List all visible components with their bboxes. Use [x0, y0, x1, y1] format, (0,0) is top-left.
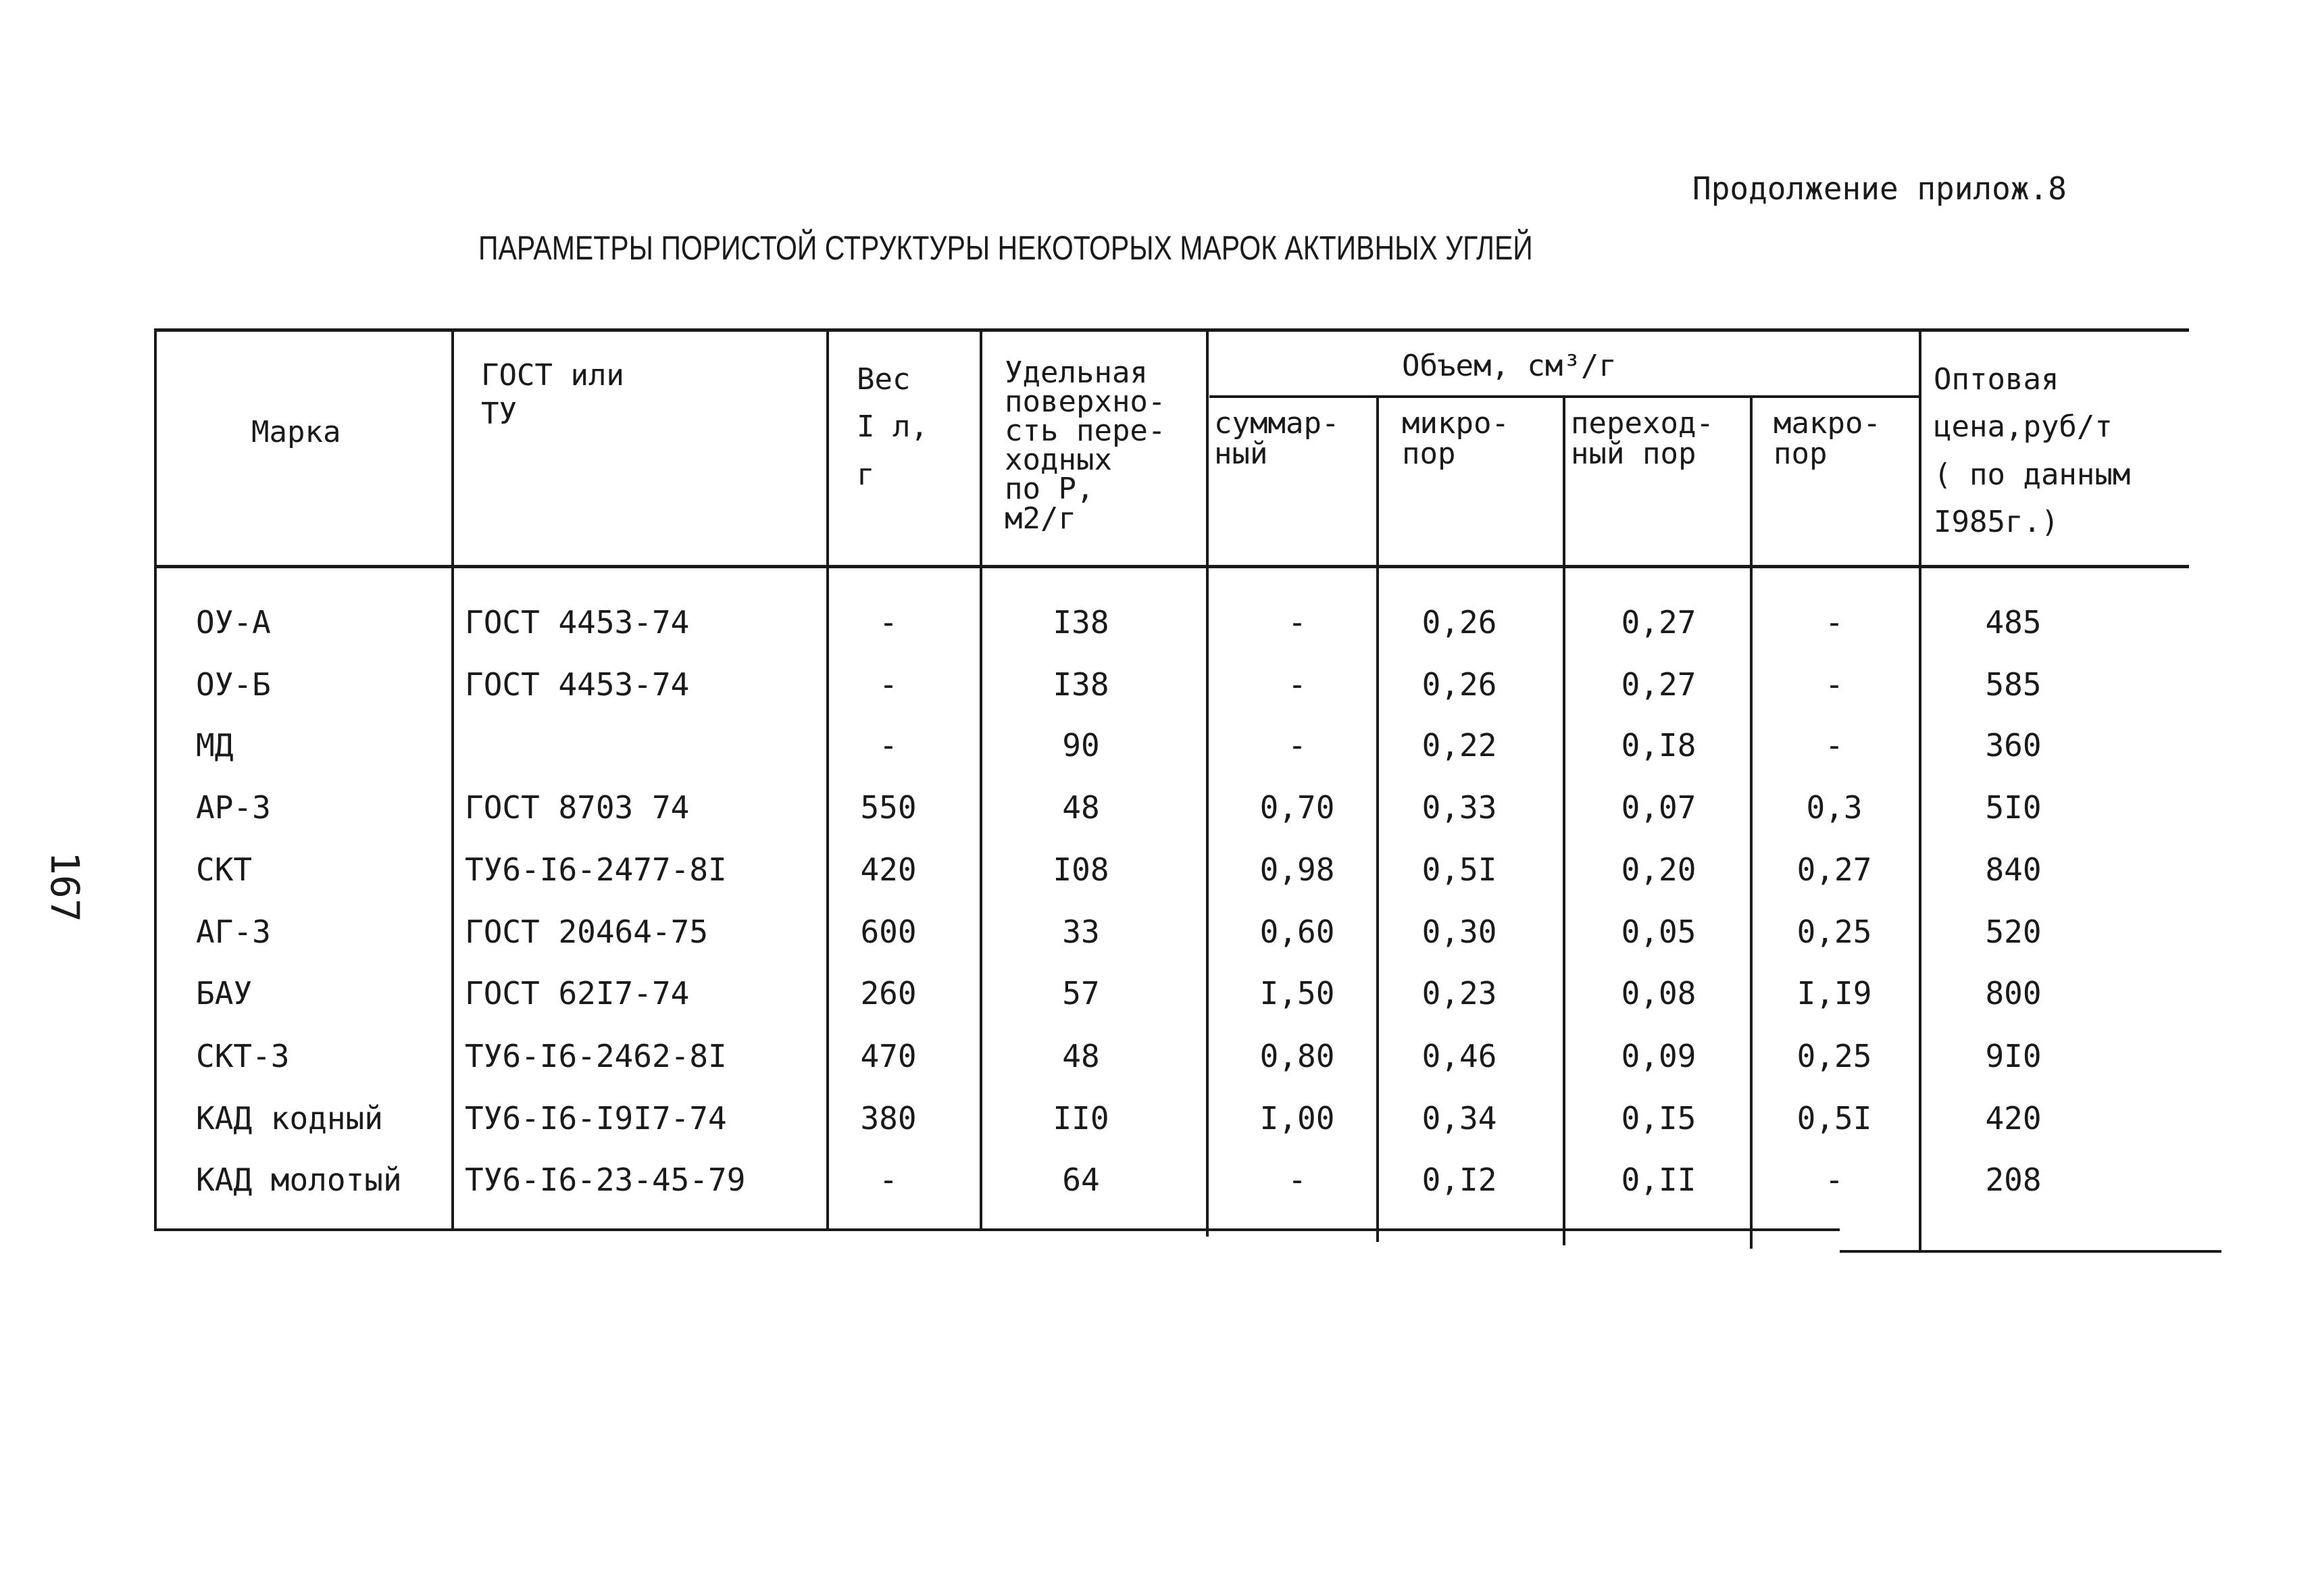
cell-ves: -	[879, 727, 898, 764]
cell-surface: 64	[1062, 1162, 1100, 1198]
cell-macro: 0,25	[1796, 1038, 1872, 1074]
header-marka: Марка	[251, 415, 341, 449]
cell-surface: 48	[1062, 789, 1100, 826]
cell-marka: ОУ-А	[196, 604, 271, 641]
cell-ves: 600	[860, 914, 917, 950]
cell-summary: -	[1288, 604, 1307, 641]
cell-micro: 0,26	[1422, 666, 1497, 703]
cell-marka: АГ-3	[196, 914, 271, 950]
cell-transitional: 0,27	[1621, 666, 1696, 703]
cell-summary: 0,80	[1259, 1038, 1335, 1074]
col-divider-macro	[1750, 397, 1753, 1249]
cell-summary: -	[1288, 727, 1307, 764]
cell-price: 485	[1985, 604, 2042, 641]
cell-gost: ТУ6-I6-I9I7-74	[465, 1100, 727, 1137]
header-surface: Удельная поверхно- сть пере- ходных по Р, м2/г	[1005, 355, 1166, 536]
cell-macro: I,I9	[1796, 975, 1872, 1012]
page-number: 167	[42, 851, 88, 922]
cell-micro: 0,5I	[1422, 851, 1497, 888]
cell-marka: ОУ-Б	[196, 666, 271, 703]
cell-micro: 0,46	[1422, 1038, 1497, 1074]
cell-ves: -	[879, 604, 898, 641]
cell-transitional: 0,27	[1621, 604, 1696, 641]
cell-transitional: 0,09	[1621, 1038, 1696, 1074]
cell-gost: ГОСТ 4453-74	[465, 666, 690, 703]
cell-gost: ГОСТ 20464-75	[465, 914, 709, 950]
col-divider-ves	[826, 331, 829, 1230]
cell-marka: СКТ-3	[196, 1038, 290, 1074]
col-divider-left	[154, 331, 157, 1230]
cell-macro: -	[1825, 666, 1844, 703]
cell-gost: ГОСТ 62I7-74	[465, 975, 690, 1012]
table-bottom-rule-extension	[1840, 1250, 2221, 1253]
cell-marka: КАД кодный	[196, 1100, 383, 1137]
col-divider-price	[1919, 331, 1921, 1250]
cell-surface: 57	[1062, 975, 1100, 1012]
cell-surface: I38	[1053, 666, 1109, 703]
cell-price: 420	[1985, 1100, 2042, 1137]
cell-marka: МД	[196, 727, 234, 764]
cell-transitional: 0,I8	[1621, 727, 1696, 764]
cell-gost: ГОСТ 4453-74	[465, 604, 690, 641]
header-bottom-rule	[154, 565, 2189, 568]
cell-ves: 550	[860, 789, 917, 826]
header-ves: Вес I л, г	[857, 362, 928, 492]
cell-micro: 0,26	[1422, 604, 1497, 641]
cell-ves: -	[879, 666, 898, 703]
cell-gost: ТУ6-I6-2477-8I	[465, 851, 727, 888]
table-top-rule	[154, 328, 2189, 332]
cell-transitional: 0,05	[1621, 914, 1696, 950]
cell-gost: ТУ6-I6-23-45-79	[465, 1162, 746, 1198]
cell-macro: -	[1825, 604, 1844, 641]
col-divider-surface	[980, 331, 982, 1230]
cell-micro: 0,34	[1422, 1100, 1497, 1137]
cell-micro: 0,23	[1422, 975, 1497, 1012]
col-divider-transitional	[1563, 397, 1565, 1245]
cell-ves: 380	[860, 1100, 917, 1137]
table-title: ПАРАМЕТРЫ ПОРИСТОЙ СТРУКТУРЫ НЕКОТОРЫХ МАРОК АКТИВНЫХ УГЛЕЙ	[478, 229, 1533, 267]
cell-gost: ТУ6-I6-2462-8I	[465, 1038, 727, 1074]
cell-price: 840	[1985, 851, 2042, 888]
table-bottom-rule	[154, 1228, 1840, 1231]
col-divider-gost	[451, 331, 454, 1230]
cell-price: 800	[1985, 975, 2042, 1012]
cell-transitional: 0,II	[1621, 1162, 1696, 1198]
cell-ves: -	[879, 1162, 898, 1198]
cell-summary: 0,98	[1259, 851, 1335, 888]
cell-summary: 0,70	[1259, 789, 1335, 826]
cell-surface: 90	[1062, 727, 1100, 764]
cell-marka: БАУ	[196, 975, 253, 1012]
cell-price: 5I0	[1985, 789, 2042, 826]
cell-macro: 0,27	[1796, 851, 1872, 888]
cell-macro: 0,5I	[1796, 1100, 1872, 1137]
header-volume-group: Объем, см³/г	[1402, 349, 1617, 383]
cell-transitional: 0,07	[1621, 789, 1696, 826]
cell-transitional: 0,20	[1621, 851, 1696, 888]
cell-gost: ГОСТ 8703 74	[465, 789, 690, 826]
header-gost: ГОСТ или ТУ	[481, 358, 624, 432]
cell-marka: КАД молотый	[196, 1162, 402, 1198]
cell-surface: 33	[1062, 914, 1100, 950]
cell-ves: 260	[860, 975, 917, 1012]
continuation-note: Продолжение прилож.8	[1692, 170, 2067, 207]
cell-macro: 0,3	[1806, 789, 1863, 826]
cell-price: 520	[1985, 914, 2042, 950]
cell-summary: -	[1288, 1162, 1307, 1198]
cell-summary: I,50	[1259, 975, 1335, 1012]
cell-transitional: 0,08	[1621, 975, 1696, 1012]
cell-transitional: 0,I5	[1621, 1100, 1696, 1137]
cell-macro: -	[1825, 1162, 1844, 1198]
cell-micro: 0,22	[1422, 727, 1497, 764]
cell-surface: 48	[1062, 1038, 1100, 1074]
cell-price: 360	[1985, 727, 2042, 764]
header-macro: макро- пор	[1774, 406, 1881, 471]
header-micro: микро- пор	[1402, 406, 1509, 471]
cell-summary: -	[1288, 666, 1307, 703]
cell-micro: 0,I2	[1422, 1162, 1497, 1198]
cell-price: 208	[1985, 1162, 2042, 1198]
header-summary: суммар- ный	[1214, 406, 1340, 471]
cell-surface: I38	[1053, 604, 1109, 641]
cell-price: 9I0	[1985, 1038, 2042, 1074]
cell-ves: 420	[860, 851, 917, 888]
header-price: Оптовая цена,руб/т ( по данным I985г.)	[1934, 362, 2131, 540]
cell-macro: 0,25	[1796, 914, 1872, 950]
cell-surface: II0	[1053, 1100, 1109, 1137]
cell-summary: 0,60	[1259, 914, 1335, 950]
cell-price: 585	[1985, 666, 2042, 703]
cell-macro: -	[1825, 727, 1844, 764]
cell-marka: АР-3	[196, 789, 271, 826]
cell-summary: I,00	[1259, 1100, 1335, 1137]
cell-marka: СКТ	[196, 851, 253, 888]
col-divider-summary	[1206, 331, 1209, 1237]
cell-ves: 470	[860, 1038, 917, 1074]
cell-surface: I08	[1053, 851, 1109, 888]
cell-micro: 0,30	[1422, 914, 1497, 950]
cell-micro: 0,33	[1422, 789, 1497, 826]
header-transitional: переход- ный пор	[1571, 406, 1714, 471]
